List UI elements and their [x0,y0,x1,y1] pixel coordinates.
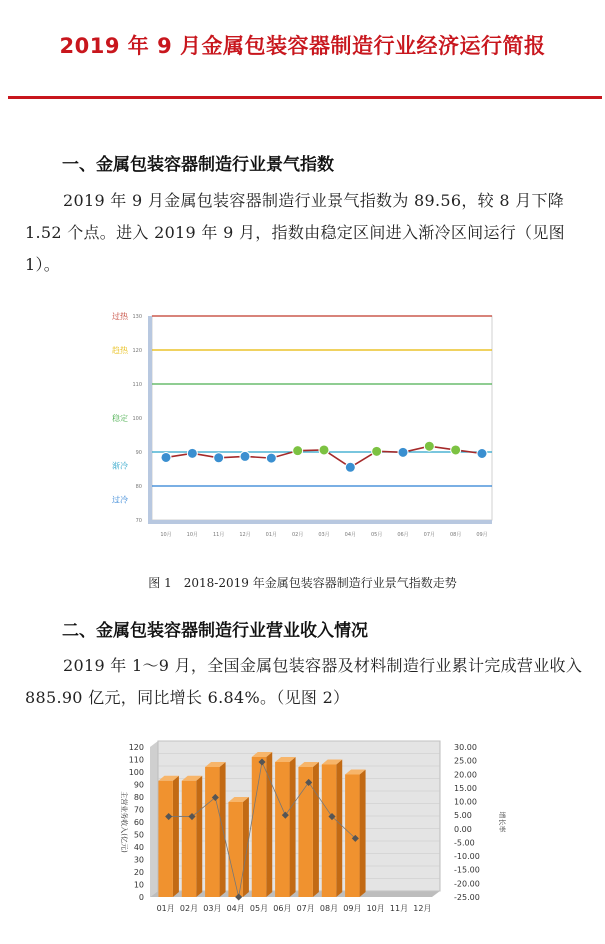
index-point [372,446,382,456]
index-point [161,452,171,462]
x-tick-label: 08月 [449,532,462,538]
y2-tick-label: 15.00 [454,783,477,793]
bar-side [360,770,366,898]
y-tick-label: 120 [128,743,144,752]
y2-tick-label: 20.00 [454,770,477,780]
y2-tick-label: 10.00 [454,797,477,807]
y2-tick-label: -5.00 [454,838,475,848]
x-tick-label: 01月 [156,904,175,913]
zone-label: 稳定 [112,414,128,423]
y-tick-label: 70 [133,805,144,815]
doc-title: 2019 年 9 月金属包装容器制造行业经济运行简报 [59,34,546,58]
x-tick-label: 10月 [186,532,199,538]
y-tick-label: 90 [135,450,142,456]
y2-tick-label: 0.00 [454,824,472,834]
x-tick-label: 09月 [343,904,362,913]
x-tick-label: 04月 [226,904,245,913]
x-tick-label: 11月 [212,532,225,538]
index-point [424,441,434,451]
x-tick-label: 03月 [203,904,222,913]
x-tick-label: 02月 [179,904,199,913]
x-tick-label: 12月 [239,532,251,538]
y-tick-label: 70 [135,518,142,524]
revenue-bar [158,781,172,897]
figure1-caption: 图 1 2018-2019 年金属包装容器制造行业景气指数走势 [148,576,457,590]
x-tick-label: 05月 [249,904,269,913]
y-tick-label: 100 [132,416,142,422]
y-tick-label: 90 [133,780,144,790]
x-tick-label: 03月 [318,532,330,538]
bar-side [196,776,202,897]
x-tick-label: 11月 [389,904,409,913]
section2-paragraph: 2019 年 1～9 月，全国金属包装容器及材料制造行业累计完成营业收入 885.90 亿元，同比增长 6.84%。（见图 2） [25,656,583,707]
left-wall [150,741,158,897]
y-tick-label: 80 [135,484,142,490]
y-tick-label: 110 [132,382,142,388]
x-tick-label: 09月 [476,532,488,538]
y-axis-bar [148,316,152,524]
section2-heading: 二、金属包装容器制造行业营业收入情况 [62,621,368,641]
revenue-bar [205,767,219,897]
revenue-bar [275,762,289,897]
y2-tick-label: -10.00 [454,852,480,862]
y-tick-label: 0 [138,893,144,902]
index-point [319,445,329,455]
x-tick-label: 05月 [370,532,383,538]
bar-side [313,762,319,897]
y-tick-label: 110 [128,755,144,765]
index-point [345,462,355,472]
index-point [293,446,303,456]
section1-heading: 一、金属包装容器制造行业景气指数 [62,155,334,175]
y-tick-label: 130 [132,314,142,320]
x-tick-label: 10月 [366,904,385,913]
title-divider [8,96,602,99]
index-line-chart [100,304,510,549]
bar-side [173,776,179,897]
y2-tick-label: 25.00 [454,756,477,766]
y-tick-label: 50 [133,830,144,840]
y-tick-label: 100 [128,768,144,777]
y-tick-label: 60 [133,818,144,827]
index-point [187,448,197,458]
index-point [214,453,224,463]
x-tick-label: 07月 [296,904,315,913]
index-point [240,451,250,461]
index-point [398,447,408,457]
y-axis-title: 主营业务收入(亿元) [120,791,128,853]
x-axis-bar [148,520,492,524]
y-tick-label: 120 [132,348,142,354]
x-tick-label: 08月 [319,904,339,913]
zone-label: 过冷 [112,495,128,505]
y2-tick-label: -15.00 [454,865,480,875]
x-tick-label: 06月 [397,532,409,538]
y2-tick-label: 30.00 [454,743,477,752]
y-tick-label: 30 [133,855,144,865]
y2-tick-label: -20.00 [454,879,480,889]
x-tick-label: 04月 [344,532,357,538]
y2-tick-label: 5.00 [454,811,472,821]
bar-side [243,797,249,897]
revenue-bar [322,765,336,898]
x-tick-label: 07月 [423,532,436,538]
x-tick-label: 06月 [273,904,292,913]
x-tick-label: 10月 [160,532,172,538]
zone-label: 趋热 [112,346,128,355]
bar-side [290,757,296,897]
revenue-bar [182,781,196,897]
y-tick-label: 20 [133,868,144,877]
revenue-bar-chart [100,735,520,940]
y-tick-label: 10 [133,880,144,890]
x-tick-label: 02月 [291,532,304,538]
plot-area [152,316,492,520]
x-tick-label: 01月 [265,532,278,538]
zone-label: 过热 [112,312,128,321]
x-tick-label: 12月 [413,904,432,913]
index-point [266,453,276,463]
bar-side [336,760,342,898]
section1-paragraph: 2019 年 9 月金属包装容器制造行业景气指数为 89.56，较 8 月下降 1.52 个点。进入 2019 年 9 月，指数由稳定区间进入渐冷区间运行（见图 1）。 [25,191,565,274]
y-tick-label: 40 [133,843,144,852]
y2-axis-title: 增长率 [498,811,506,833]
index-point [477,448,487,458]
zone-label: 渐冷 [112,461,128,471]
y-tick-label: 80 [133,793,144,802]
index-point [451,445,461,455]
y2-tick-label: -25.00 [454,893,480,902]
